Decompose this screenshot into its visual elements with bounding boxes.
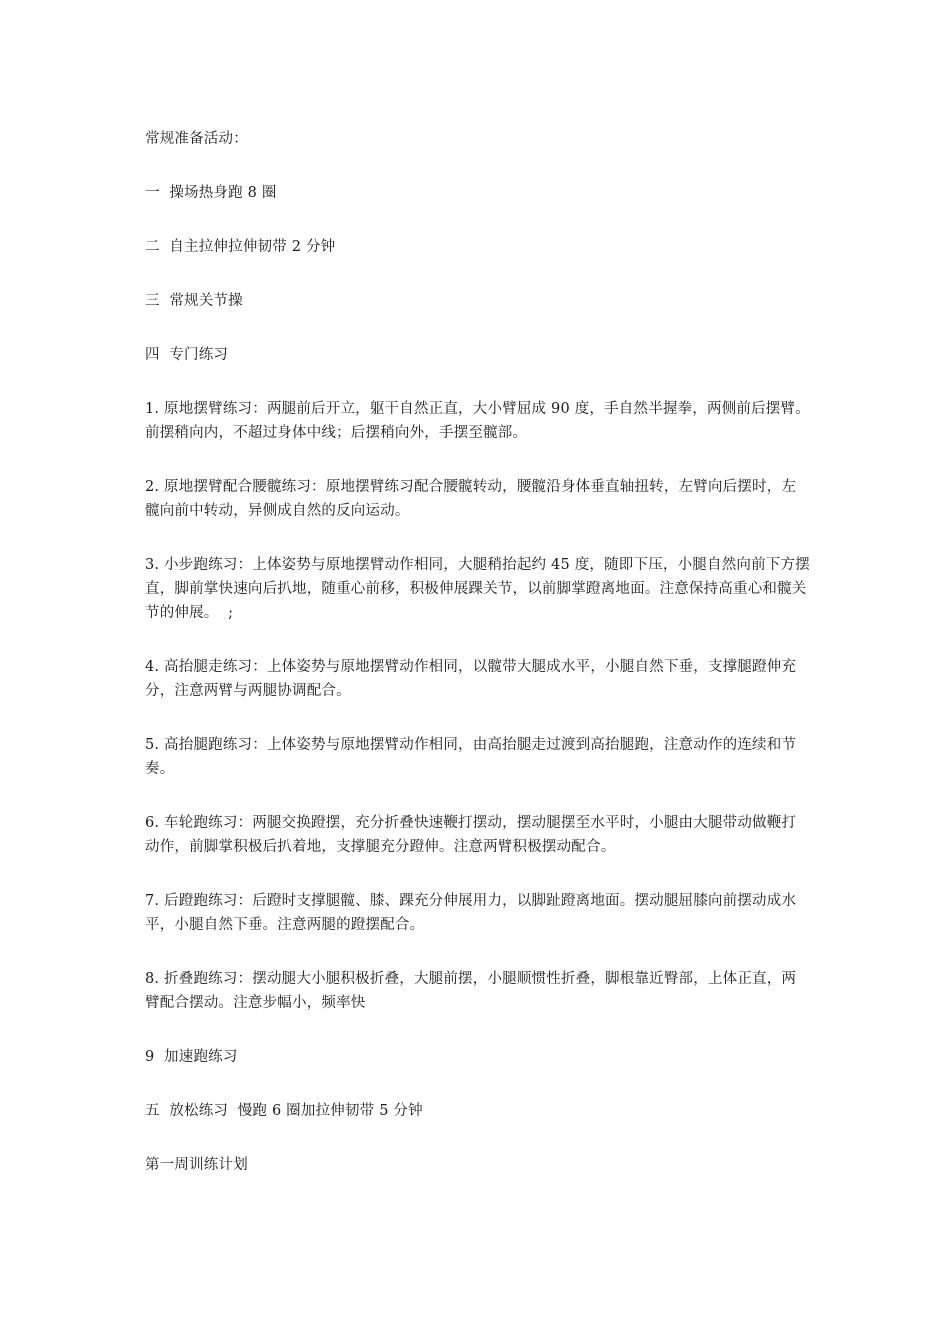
section-heading-warmup: 常规准备活动： (145, 131, 248, 147)
drill-high-knee-walk: 4. 高抬腿走练习：上体姿势与原地摆臂动作相同，以髋带大腿成水平，小腿自然下垂，支撑腿蹬伸充分，注意两臂与两腿协调配合。 (145, 659, 797, 699)
drill-arm-swing: 1. 原地摆臂练习：两腿前后开立，躯干自然正直，大小臂屈成 90 度，手自然半握拳，两侧前后摆臂。前摆稍向内，不超过身体中线；后摆稍向外，手摆至髋部。 (145, 401, 810, 441)
drill-bounding-run: 7. 后蹬跑练习：后蹬时支撑腿髋、膝、踝充分伸展用力，以脚趾蹬离地面。摆动腿屈膝向前摆动成水平，小腿自然下垂。注意两腿的蹬摆配合。 (145, 893, 797, 933)
section-heading-week-one: 第一周训练计划 (145, 1157, 248, 1173)
drill-butt-kick-run: 8. 折叠跑练习：摆动腿大小腿积极折叠，大腿前摆，小腿顺惯性折叠，脚根靠近臀部，上体正直，两臂配合摆动。注意步幅小，频率快 (145, 971, 797, 1011)
list-item-special-drills: 四 专门练习 (145, 347, 229, 363)
drill-arm-swing-hip: 2. 原地摆臂配合腰髋练习：原地摆臂练习配合腰髋转动，腰髋沿身体垂直轴扭转，左臂向后摆时，左髋向前中转动，异侧成自然的反向运动。 (145, 479, 797, 519)
drill-high-knee-run: 5. 高抬腿跑练习：上体姿势与原地摆臂动作相同，由高抬腿走过渡到高抬腿跑，注意动作的连续和节奏。 (145, 737, 797, 777)
drill-small-step-run: 3. 小步跑练习：上体姿势与原地摆臂动作相同，大腿稍抬起约 45 度，随即下压，小腿自然向前下方摆直，脚前掌快速向后扒地，随重心前移，积极伸展踝关节，以前脚掌蹬离地面。注意保持高重心和髋关节的伸展。 ; (145, 557, 810, 621)
list-item-joint-exercise: 三 常规关节操 (145, 293, 243, 309)
list-item-stretching: 二 自主拉伸拉伸韧带 2 分钟 (145, 239, 336, 255)
drill-wheel-run: 6. 车轮跑练习：两腿交换蹬摆，充分折叠快速鞭打摆动，摆动腿摆至水平时，小腿由大腿带动做鞭打动作，前脚掌积极后扒着地，支撑腿充分蹬伸。注意两臂积极摆动配合。 (145, 815, 797, 855)
drill-acceleration-run: 9 加速跑练习 (145, 1049, 238, 1065)
document-page (145, 127, 810, 1207)
list-item-cooldown: 五 放松练习 慢跑 6 圈加拉伸韧带 5 分钟 (145, 1103, 423, 1119)
list-item-warmup-run: 一 操场热身跑 8 圈 (145, 185, 277, 201)
